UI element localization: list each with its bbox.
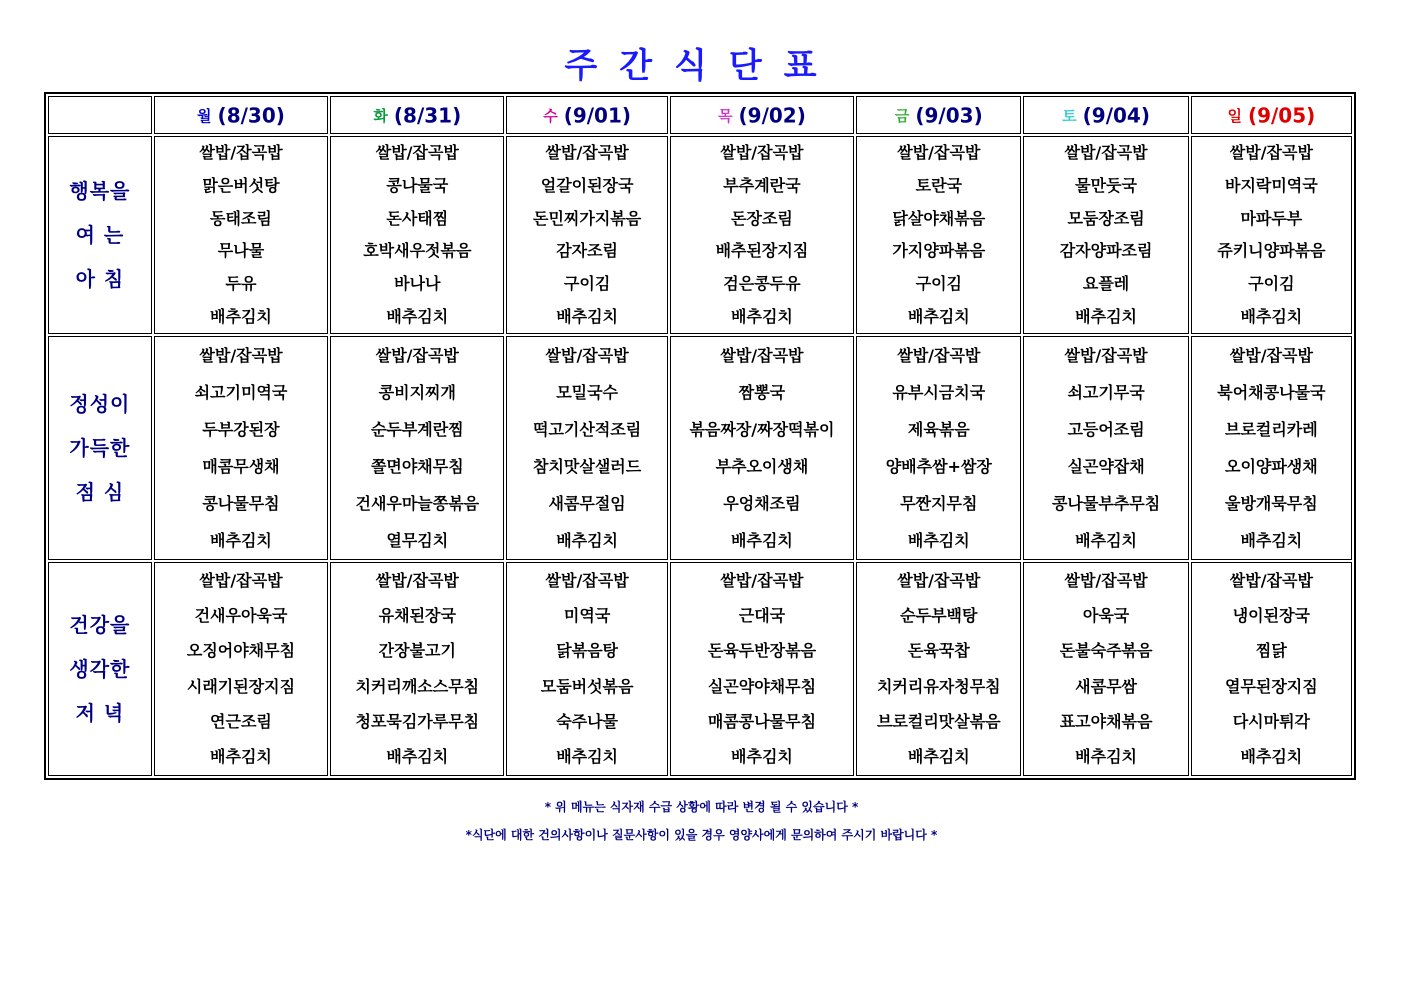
dish-item: 호박새우젓볶음	[363, 241, 472, 261]
dish-item: 청포묵김가루무침	[355, 711, 480, 731]
dish-item: 유채된장국	[378, 605, 456, 625]
dish-item: 배추김치	[907, 747, 970, 767]
dish-item: 배추김치	[731, 306, 793, 326]
dish-list	[331, 563, 503, 775]
dish-item: 오징어야채무침	[186, 641, 296, 661]
meal-label-line: 저 녁	[75, 701, 125, 725]
dish-list	[1024, 137, 1187, 333]
dish-item: 물만둣국	[1075, 175, 1137, 195]
dish-item: 시래기된장지짐	[186, 676, 296, 696]
dish-list	[671, 563, 853, 775]
day-date: (8/31)	[393, 103, 462, 128]
dish-item: 새콤무절임	[548, 493, 626, 513]
dish-item: 순두부계란찜	[370, 419, 464, 439]
dish-item: 쌀밥/잡곡밥	[199, 143, 283, 163]
day-date: (9/05)	[1247, 103, 1316, 128]
dish-item: 매콤무생채	[202, 456, 280, 476]
dish-item: 닭볶음탕	[556, 641, 619, 661]
dish-item: 쇠고기미역국	[194, 382, 288, 402]
dish-item: 고등어조림	[1067, 419, 1145, 439]
dish-item: 마파두부	[1240, 208, 1303, 228]
dish-item: 맑은버섯탕	[202, 175, 280, 195]
dish-item: 숙주나물	[556, 711, 619, 731]
dish-item: 구이김	[1248, 273, 1295, 293]
dish-item: 북어채콩나물국	[1217, 382, 1326, 402]
dish-item: 미역국	[563, 605, 611, 625]
dish-list	[507, 563, 666, 775]
dish-item: 검은콩두유	[723, 273, 801, 293]
dish-list	[1024, 337, 1187, 559]
dish-item: 배추된장지짐	[715, 241, 809, 261]
dish-list	[1192, 563, 1351, 775]
dish-item: 쌀밥/잡곡밥	[199, 345, 283, 365]
meal-label	[48, 336, 152, 560]
dish-item: 가지양파볶음	[892, 241, 986, 261]
dish-item: 닭살야채볶음	[892, 208, 986, 228]
dish-item: 건새우아욱국	[194, 605, 288, 625]
dish-item: 쌀밥/잡곡밥	[1229, 570, 1313, 590]
meal-label	[48, 562, 152, 776]
dish-item: 쌀밥/잡곡밥	[720, 143, 804, 163]
weekly-menu-table	[44, 92, 1356, 780]
menu-cell	[1191, 336, 1352, 560]
dish-item: 바나나	[394, 273, 441, 293]
dish-item: 배추김치	[386, 747, 449, 767]
dish-item: 쫄면야채무침	[370, 456, 464, 476]
menu-cell	[506, 562, 667, 776]
day-header-tue	[330, 96, 504, 134]
dish-item: 브로컬리맛살볶음	[876, 711, 1001, 731]
dish-list	[155, 137, 327, 333]
dish-list	[671, 137, 853, 333]
dish-item: 쌀밥/잡곡밥	[1229, 345, 1313, 365]
dish-list	[671, 337, 853, 559]
dish-item: 쥬키니양파볶음	[1217, 241, 1326, 261]
dish-item: 바지락미역국	[1224, 175, 1318, 195]
dish-item: 실곤약잡채	[1067, 456, 1145, 476]
dish-item: 실곤약야채무침	[707, 676, 817, 696]
dish-list	[857, 337, 1020, 559]
dish-item: 우엉채조림	[723, 493, 801, 513]
dish-item: 부추계란국	[723, 175, 801, 195]
dish-item: 부추오이생채	[715, 456, 809, 476]
dish-item: 다시마튀각	[1232, 711, 1310, 731]
day-header-thu	[670, 96, 854, 134]
dish-item: 냉이된장국	[1232, 605, 1310, 625]
dish-item: 쌀밥/잡곡밥	[720, 345, 804, 365]
menu-cell	[856, 136, 1021, 334]
dish-item: 돈육두반장볶음	[707, 641, 817, 661]
menu-cell	[856, 336, 1021, 560]
day-header-wed	[506, 96, 667, 134]
tuesday-icon: 화	[373, 107, 388, 126]
dish-list	[857, 137, 1020, 333]
dish-item: 순두부백탕	[900, 605, 978, 625]
dish-list	[857, 563, 1020, 775]
dish-item: 연근조림	[210, 711, 272, 731]
dish-item: 무짠지무침	[900, 493, 978, 513]
dish-item: 배추김치	[1240, 306, 1303, 326]
dish-item: 요플레	[1082, 273, 1130, 293]
dish-item: 표고야채볶음	[1059, 711, 1153, 731]
menu-cell	[154, 136, 328, 334]
dish-item: 양배추쌈+쌈장	[885, 456, 992, 476]
dish-item: 배추김치	[907, 530, 970, 550]
monday-icon: 월	[197, 107, 212, 126]
day-header-mon	[154, 96, 328, 134]
dish-item: 근대국	[738, 605, 786, 625]
dish-item: 감자조림	[556, 241, 619, 261]
dish-item: 쌀밥/잡곡밥	[375, 143, 459, 163]
dish-item: 쌀밥/잡곡밥	[545, 570, 629, 590]
dish-list	[507, 337, 666, 559]
dish-list	[331, 337, 503, 559]
dish-item: 참치맛살샐러드	[533, 456, 642, 476]
dish-item: 배추김치	[386, 306, 449, 326]
meal-label-line: 여 는	[75, 223, 125, 247]
dish-item: 쇠고기무국	[1067, 382, 1145, 402]
menu-cell	[670, 136, 854, 334]
dish-list	[1024, 563, 1187, 775]
menu-cell	[330, 562, 504, 776]
dish-item: 쌀밥/잡곡밥	[1064, 570, 1148, 590]
dish-item: 간장불고기	[378, 641, 456, 661]
dish-item: 새콤무쌈	[1075, 676, 1137, 696]
day-date: (9/02)	[738, 103, 806, 128]
meal-label-line: 생각한	[69, 657, 131, 681]
dish-item: 쌀밥/잡곡밥	[375, 345, 459, 365]
dish-item: 쌀밥/잡곡밥	[199, 570, 283, 590]
day-header-fri	[856, 96, 1021, 134]
dish-item: 쌀밥/잡곡밥	[1064, 345, 1148, 365]
corner-cell	[48, 96, 152, 134]
dish-list	[507, 137, 666, 333]
meal-label-line: 정성이	[69, 392, 131, 416]
menu-cell	[670, 336, 854, 560]
menu-cell	[506, 136, 667, 334]
dish-item: 치커리깨소스무침	[355, 676, 480, 696]
menu-cell	[1191, 136, 1352, 334]
dish-item: 쌀밥/잡곡밥	[545, 143, 629, 163]
dish-item: 울방개묵무침	[1224, 493, 1318, 513]
day-date: (9/01)	[563, 103, 632, 128]
dish-item: 돈육꾹찹	[907, 641, 970, 661]
meal-label-line: 가득한	[69, 436, 131, 460]
dish-item: 아욱국	[1082, 605, 1130, 625]
dish-item: 모둠장조림	[1067, 208, 1145, 228]
dish-item: 배추김치	[731, 530, 793, 550]
dish-item: 쌀밥/잡곡밥	[1064, 143, 1148, 163]
dish-item: 돈불숙주볶음	[1059, 641, 1153, 661]
dish-item: 치커리유자청무침	[876, 676, 1001, 696]
dish-item: 배추김치	[556, 747, 619, 767]
menu-cell	[670, 562, 854, 776]
inquiry-note: *식단에 대한 건의사항이나 질문사항이 있을 경우 영양사에게 문의하여 주시기 바랍니다 *	[465, 828, 938, 842]
lunch-row	[48, 336, 1352, 560]
day-date: (9/04)	[1082, 103, 1150, 128]
dish-item: 쌀밥/잡곡밥	[897, 345, 981, 365]
meal-label-line: 건강을	[69, 613, 131, 637]
dish-item: 매콤콩나물무침	[707, 711, 817, 731]
dish-item: 쌀밥/잡곡밥	[720, 570, 804, 590]
dish-item: 돈민찌가지볶음	[533, 208, 642, 228]
dish-list	[331, 137, 503, 333]
dish-item: 볶음짜장/짜장떡볶이	[689, 419, 835, 439]
dish-item: 콩비지찌개	[378, 382, 456, 402]
dish-item: 배추김치	[731, 747, 793, 767]
dish-item: 구이김	[915, 273, 962, 293]
dish-item: 배추김치	[210, 306, 272, 326]
dish-item: 동태조림	[210, 208, 272, 228]
dish-item: 제육볶음	[907, 419, 970, 439]
dish-item: 오이양파생채	[1224, 456, 1318, 476]
menu-change-note: * 위 메뉴는 식자재 수급 상황에 따라 변경 될 수 있습니다 *	[544, 800, 859, 814]
dish-item: 쌀밥/잡곡밥	[1229, 143, 1313, 163]
dish-item: 열무김치	[386, 530, 449, 550]
sunday-icon: 일	[1227, 107, 1242, 126]
dish-item: 배추김치	[1075, 306, 1137, 326]
menu-cell	[1023, 336, 1188, 560]
dish-item: 배추김치	[1240, 530, 1303, 550]
dish-item: 배추김치	[556, 530, 619, 550]
dish-item: 콩나물부추무침	[1051, 493, 1161, 513]
meal-label-line: 아 침	[75, 267, 125, 291]
dish-list	[1192, 137, 1351, 333]
dish-list	[155, 563, 327, 775]
dish-item: 배추김치	[210, 747, 272, 767]
dish-item: 감자양파조림	[1059, 241, 1153, 261]
menu-cell	[330, 336, 504, 560]
dish-list	[1192, 337, 1351, 559]
dish-item: 배추김치	[556, 306, 619, 326]
menu-cell	[506, 336, 667, 560]
dish-item: 구이김	[563, 273, 611, 293]
dish-item: 얼갈이된장국	[540, 175, 634, 195]
dish-item: 토란국	[915, 175, 962, 195]
meal-label-line: 점 심	[75, 480, 125, 504]
dish-item: 찜닭	[1255, 641, 1287, 661]
dish-item: 쌀밥/잡곡밥	[897, 143, 981, 163]
dish-list	[155, 337, 327, 559]
dish-item: 열무된장지짐	[1224, 676, 1318, 696]
dish-item: 배추김치	[1075, 530, 1137, 550]
menu-cell	[1023, 562, 1188, 776]
page-title: 주간식단표	[564, 46, 839, 86]
day-header-sat	[1023, 96, 1188, 134]
meal-label-line: 행복을	[69, 179, 131, 203]
dish-item: 짬뽕국	[738, 382, 786, 402]
day-date: (8/30)	[217, 103, 285, 128]
dish-item: 콩나물국	[386, 175, 449, 195]
dish-item: 모둠버섯볶음	[540, 676, 634, 696]
header-row	[48, 96, 1352, 134]
thursday-icon: 목	[718, 107, 733, 126]
dish-item: 돈장조림	[731, 208, 793, 228]
dish-item: 두부강된장	[202, 419, 280, 439]
dish-item: 배추김치	[1075, 747, 1137, 767]
meal-label	[48, 136, 152, 334]
friday-icon: 금	[894, 107, 910, 126]
dish-item: 배추김치	[1240, 747, 1303, 767]
dish-item: 쌀밥/잡곡밥	[545, 345, 629, 365]
dish-item: 브로컬리카레	[1224, 419, 1318, 439]
dish-item: 떡고기산적조림	[533, 419, 642, 439]
dish-item: 쌀밥/잡곡밥	[897, 570, 981, 590]
dish-item: 배추김치	[210, 530, 272, 550]
dish-item: 배추김치	[907, 306, 970, 326]
saturday-icon: 토	[1062, 107, 1077, 126]
dish-item: 유부시금치국	[892, 382, 986, 402]
day-date: (9/03)	[915, 103, 983, 128]
menu-cell	[856, 562, 1021, 776]
menu-cell	[154, 336, 328, 560]
dish-item: 건새우마늘쫑볶음	[355, 493, 480, 513]
menu-cell	[1191, 562, 1352, 776]
breakfast-row	[48, 136, 1352, 334]
menu-cell	[1023, 136, 1188, 334]
dish-item: 콩나물무침	[202, 493, 280, 513]
dish-item: 모밀국수	[556, 382, 619, 402]
dish-item: 무나물	[217, 241, 265, 261]
day-header-sun	[1191, 96, 1352, 134]
dish-item: 돈사태찜	[386, 208, 449, 228]
dish-item: 두유	[225, 273, 257, 293]
wednesday-icon: 수	[543, 107, 558, 126]
menu-cell	[154, 562, 328, 776]
dinner-row	[48, 562, 1352, 776]
menu-cell	[330, 136, 504, 334]
dish-item: 쌀밥/잡곡밥	[375, 570, 459, 590]
